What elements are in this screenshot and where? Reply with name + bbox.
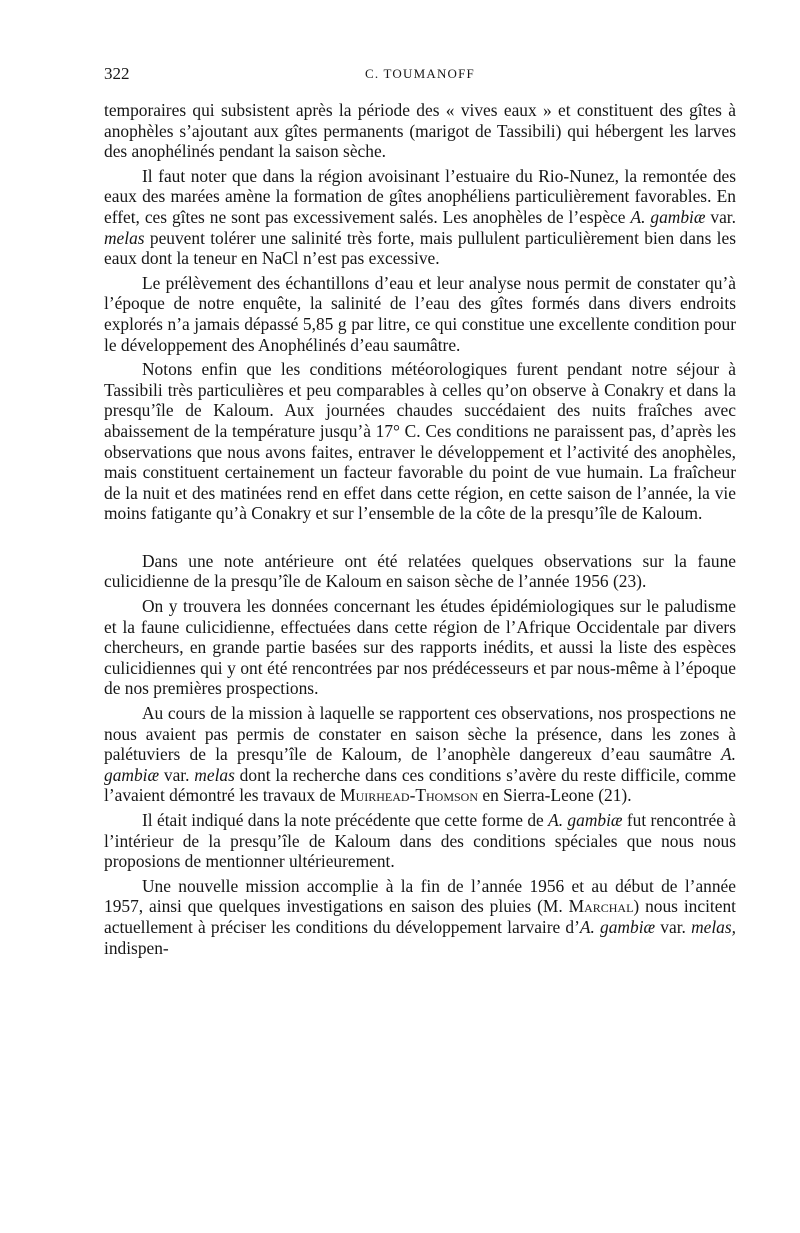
running-header xyxy=(104,62,736,86)
cited-author: Muirhead-Thomson xyxy=(340,785,479,806)
paragraph: Une nouvelle mission accomplie à la fin de l’année 1956 et au début de l’année 1957, ainsi que quelques investigations en saison des pluies (M. Marchal) nous incitent actuellement à préciser les conditions du développement larvaire d’A. gambiæ var. melas, indispen- xyxy=(104,875,736,958)
paragraph: On y trouvera les données concernant les études épidémiologiques sur le paludisme et la faune culicidienne, effectuées dans cette région de l’Afrique Occidentale par divers chercheurs, en grande partie basées sur des rapports inédits, et aussi la liste des espèces culicidiennes qui y ont été rencontrées par nos prédécesseurs et par nous-même à l’époque de nos premières prospections. xyxy=(104,596,736,699)
species-name: A. gambiæ xyxy=(548,810,623,830)
article-body xyxy=(104,100,736,958)
paragraph: Notons enfin que les conditions météorologiques furent pendant notre séjour à Tassibili très particulières et peu comparables à celles qu’on observe à Conakry et dans la presqu’île de Kaloum. Aux journées chaudes succédaient des nuits fraîches avec abaissement de la température jusqu’à 17° C. Ces conditions ne paraissent pas, d’après les observations que nous avons faites, entraver le développement et l’activité des anophèles, mais constituent certainement un facteur favorable du point de vue humain. La fraîcheur de la nuit et des matinées rend en effet dans cette région, en cette saison de l’année, la vie moins fatigante qu’à Conakry et sur l’ensemble de la côte de la presqu’île de Kaloum. xyxy=(104,359,736,524)
paragraph: Le prélèvement des échantillons d’eau et leur analyse nous permit de constater qu’à l’époque de notre enquête, la salinité de l’eau des gîtes formés dans divers endroits explorés n’a jamais dépassé 5,85 g par litre, ce qui constitue une excellente condition pour le développement des Anophélinés d’eau saumâtre. xyxy=(104,272,736,355)
variety-name: melas xyxy=(194,764,235,785)
journal-page xyxy=(104,62,736,962)
variety-name: melas xyxy=(104,227,145,248)
species-name: A. gambiæ xyxy=(630,206,706,227)
page-number: 322 xyxy=(104,64,130,83)
paragraph: Dans une note antérieure ont été relatées quelques observations sur la faune culicidienne de la presqu’île de Kaloum en saison sèche de l’année 1956 (23). xyxy=(104,550,736,592)
paragraph: Il faut noter que dans la région avoisinant l’estuaire du Rio-Nunez, la remontée des eaux des marées amène la formation de gîtes anophéliens particulièrement favorables. En effet, ces gîtes ne sont pas excessivement salés. Les anophèles de l’espèce A. gambiæ var. melas peuvent tolérer une salinité très forte, mais pullulent particulièrement bien dans les eaux dont la teneur en NaCl n’est pas excessive. xyxy=(104,165,736,269)
paragraph: Au cours de la mission à laquelle se rapportent ces observations, nos prospections ne nous avaient pas permis de constater en saison sèche la présence, dans les zones à palétuviers de la presqu’île de Kaloum, de l’anophèle dangereux d’eau saumâtre A. gambiæ var. melas dont la recherche dans ces conditions s’avère du reste difficile, comme l’avaient démontré les travaux de Muirhead-Thomson en Sierra-Leone (21). xyxy=(104,703,736,806)
paragraph: temporaires qui subsistent après la période des « vives eaux » et constituent des gîtes à anophèles s’ajoutant aux gîtes permanents (marigot de Tassibili) qui hébergent les larves des anophélinés pendant la saison sèche. xyxy=(104,100,736,162)
paragraph: Il était indiqué dans la note précédente que cette forme de A. gambiæ fut rencontrée à l’intérieur de la presqu’île de Kaloum dans des conditions spéciales que nous nous proposions de mentionner ultérieurement. xyxy=(104,810,736,872)
species-name: A. gambiæ xyxy=(104,744,736,785)
header-author: C. TOUMANOFF xyxy=(364,66,475,81)
variety-name: melas, xyxy=(691,916,736,937)
cited-author: Marchal xyxy=(568,896,634,917)
species-name: A. gambiæ xyxy=(579,916,656,937)
